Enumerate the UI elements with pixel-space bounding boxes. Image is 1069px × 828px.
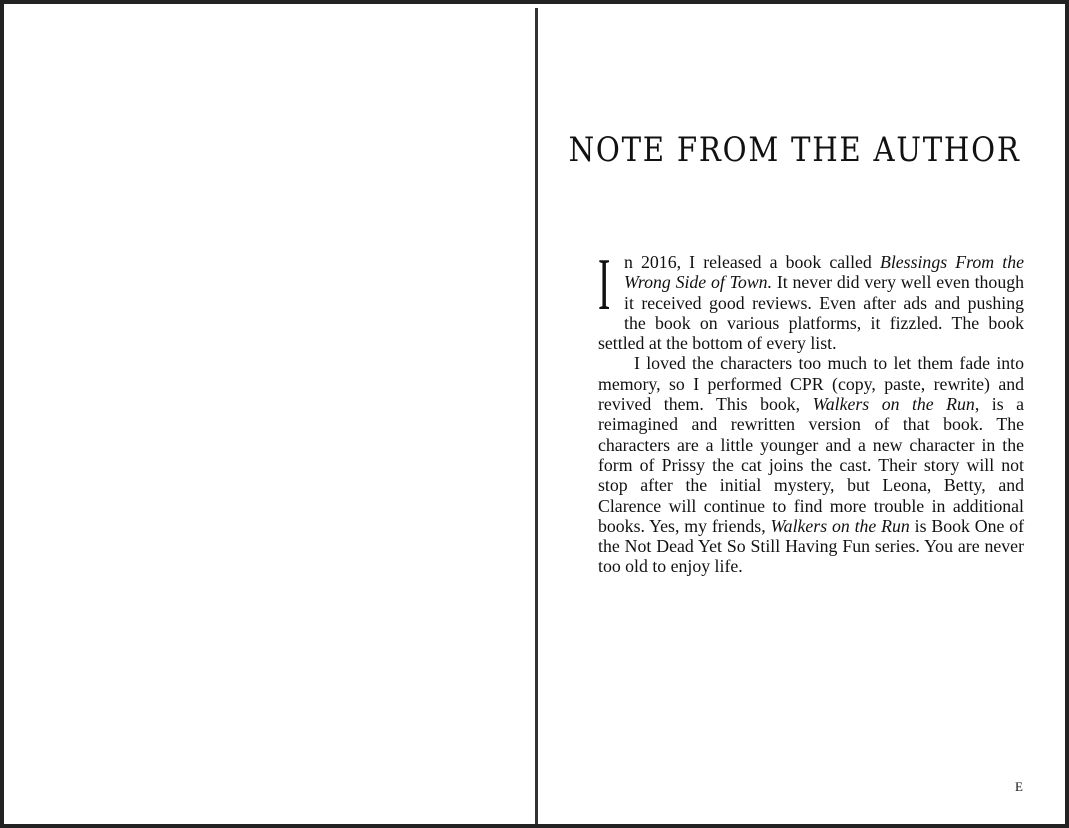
paragraph-2-text-b: , is a reimagined and rewritten version of that book. The characters are a little younger and a new character in the form of Prissy the cat joins the cast. Their story will not stop after the initial mystery, but Leona, Betty, and Clarence will continue to find more trouble in additional books. Yes, my friends, (598, 394, 1024, 536)
book-title-blessings: Blessings From the Wrong Side of Town. (624, 252, 1024, 293)
page-title: NOTE FROM THE AUTHOR (568, 130, 1021, 170)
paragraph-1 (598, 244, 1024, 354)
page-number: E (1015, 779, 1023, 794)
right-page (538, 8, 1065, 824)
paragraph-2 (598, 353, 1024, 576)
paragraph-2-text-c: is Book One of the Not Dead Yet So Still Having Fun series. You are never too old to enjoy life. (598, 515, 1025, 577)
paragraph-1-text-b: It never did very well even though it received good reviews. Even after ads and pushing the book on various platforms, it fizzled. The book settled at the bottom of every list. (598, 272, 1024, 354)
paragraph-1-text-a: n 2016, I released a book called (624, 252, 880, 272)
author-note-body (598, 244, 1025, 577)
paragraph-2-text-a: I loved the characters too much to let them fade into memory, so I performed CPR (copy, paste, rewrite) and revived them. This book, (598, 353, 1024, 415)
book-title-walkers-1: Walkers on the Run (812, 394, 975, 415)
book-title-walkers-2: Walkers on the Run (770, 515, 910, 536)
left-page-blank (8, 8, 535, 824)
drop-cap: I (598, 244, 611, 326)
